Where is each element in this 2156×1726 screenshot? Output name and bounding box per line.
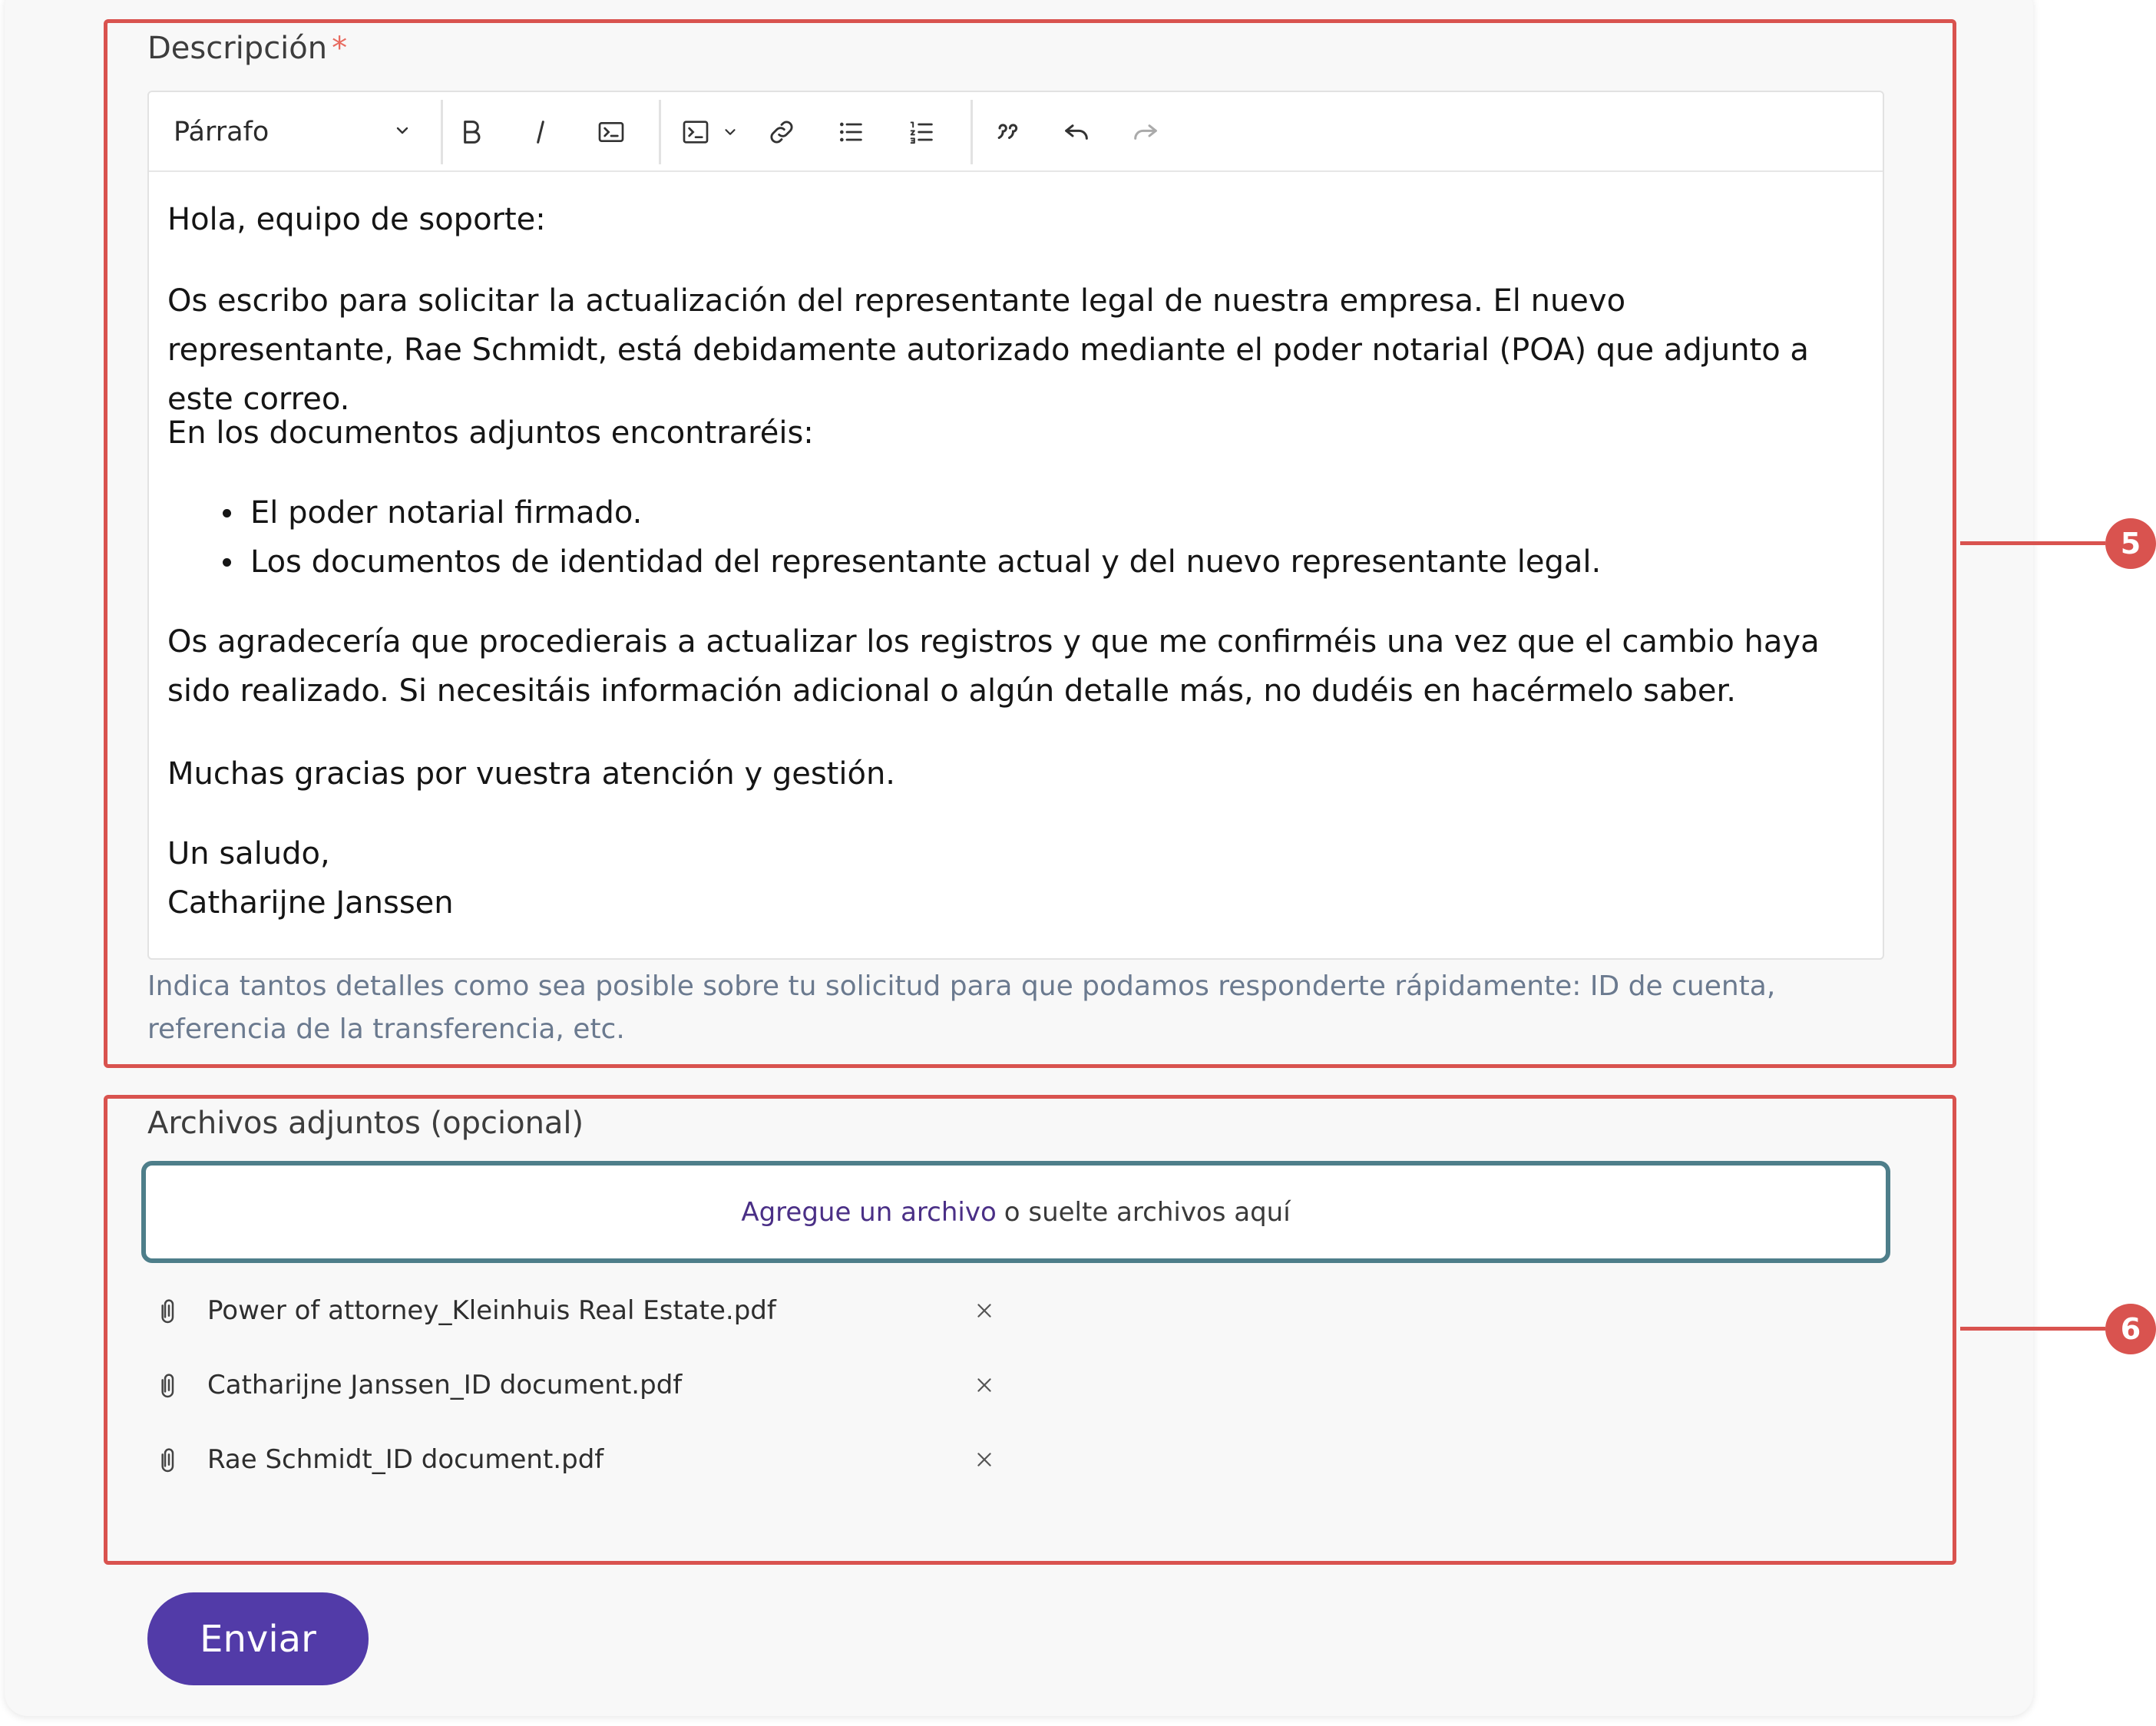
callout-line xyxy=(1960,1327,2105,1331)
callout-badge: 5 xyxy=(2105,518,2156,569)
greeting-text: Hola, equipo de soporte: xyxy=(167,202,546,237)
attachments-label: Archivos adjuntos (opcional) xyxy=(147,1106,584,1141)
body-paragraph: En los documentos adjuntos encontraréis: xyxy=(167,415,814,451)
description-label: Descripción * xyxy=(147,31,348,66)
attachment-name: Rae Schmidt_ID document.pdf xyxy=(207,1444,604,1475)
attachment-name: Catharijne Janssen_ID document.pdf xyxy=(207,1370,683,1400)
list-item: El poder notarial firmado. xyxy=(167,488,1601,537)
signature-text: Catharijne Janssen xyxy=(167,885,454,921)
body-paragraph: Os escribo para solicitar la actualización del representante legal de nuestra empresa. El nuevo representante, Rae Schmidt, está debidamente autorizado mediante el poder notarial (POA) que adjunto a este correo. xyxy=(167,283,1809,417)
callout-badge: 6 xyxy=(2105,1304,2156,1354)
list-item: Los documentos de identidad del representante actual y del nuevo representante legal. xyxy=(167,537,1601,587)
dropzone-text: o suelte archivos aquí xyxy=(1004,1196,1291,1228)
add-file-link[interactable]: Agregue un archivo xyxy=(741,1196,997,1228)
callout-line xyxy=(1960,541,2105,545)
attachments-highlight-box xyxy=(104,1095,1956,1565)
closing-text: Un saludo, xyxy=(167,836,330,871)
attachment-name: Power of attorney_Kleinhuis Real Estate.pdf xyxy=(207,1295,776,1326)
body-paragraph: Muchas gracias por vuestra atención y gestión. xyxy=(167,756,896,792)
required-mark: * xyxy=(332,31,348,66)
body-paragraph: Os agradecería que procedierais a actualizar los registros y que me confirméis una vez que el cambio haya sido realizado. Si necesitáis información adicional o algún detalle más, no dudéis en hacérmelo saber. xyxy=(167,624,1820,709)
description-hint: Indica tantos detalles como sea posible sobre tu solicitud para que podamos responderte rápidamente: ID de cuenta, referencia de la transferencia, etc. xyxy=(147,970,1776,1045)
submit-button[interactable]: Enviar xyxy=(147,1592,369,1685)
description-highlight-box xyxy=(104,19,1956,1068)
format-select-value: Párrafo xyxy=(174,117,270,147)
